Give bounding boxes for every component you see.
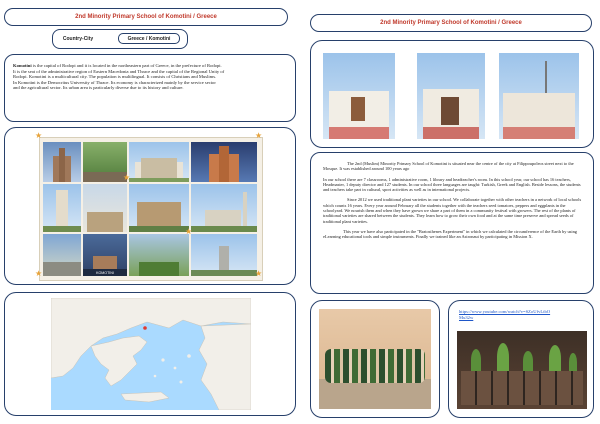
school-paragraph-4: This year we have also participated in the "Bratosthenes Experiment" in which we calculated the circumference of the Earth by using eLearning educational tools and simple instruments. Finally we trained like an Astronaut by participating in Mission X.	[323, 228, 578, 240]
country-city-label: Country-City	[56, 33, 100, 44]
collage-photo-trees	[83, 142, 127, 182]
collage-photo-church	[43, 142, 81, 182]
school-photo-right	[499, 53, 579, 139]
collage-photo-city-label	[83, 234, 127, 276]
school-photo-left	[323, 53, 395, 139]
intro-text-box	[4, 54, 296, 122]
youtube-link[interactable]	[459, 309, 550, 320]
collage-photo-street	[43, 234, 81, 276]
intro-line: Rodopi. Komotini is a multicultural city. The population is multilingual. It consists of Christians and Muslims.	[13, 74, 217, 80]
collage-photo-park	[129, 234, 189, 276]
school-paragraph-3: Since 2012 we used traditional plant varieties in our school. We collaborate together with other teachers in a network of local schools which counts 16 years. Every year around February all the students together with the teachers seed tomatoes, peppers and eggplants in the schoolyard. We nourish them and when they have grown we share a part of them in a community festival with growers. The rest of the plants of traditional varieties are shared between the students. They learn how to grow their own food and at the same time preserve and spread seeds of traditional plant varieties.	[323, 197, 582, 224]
star-decoration-icon: ★	[185, 227, 193, 236]
school-paragraph-2: In our school there are 7 classrooms, 1 administrative room, 1 library and headteacher's room. In this school year, our school has 16 teachers, Headmaster, 1 deputy director and 127 students. In our school three languages are taught: Turkish, Greek and English. Beside lessons, the students and teachers take part in cultural, sport activities as well as in international projects.	[323, 176, 581, 193]
city-collage-box	[4, 127, 296, 285]
greece-map	[51, 298, 251, 410]
star-decoration-icon: ★	[255, 131, 263, 140]
collage-caption: KOMOTINI	[83, 269, 127, 276]
country-city-value: Greece / Komotini	[118, 33, 180, 44]
collage-photo-building	[129, 184, 189, 232]
intro-line: It is the seat of the administrative region of Eastern Macedonia and Thrace and the capital of the Regional Unity of	[13, 68, 225, 74]
collage-photo-tower	[191, 142, 257, 182]
intro-line: is the capital of Rodopi and it is located in the northeastern part of Greece, in the prefecture of Rodopi.	[31, 63, 222, 68]
youtube-link-text: https://www.youtube.com/watch?v=SZoUfvLtbO	[459, 309, 551, 314]
intro-line: In Komotini is the Democritus University of Thrace. Its economy is characterized mainly by the service sector	[13, 79, 216, 85]
video-link-box	[448, 300, 594, 418]
intro-lead: Komotini	[13, 63, 32, 68]
collage-photo-monument	[191, 234, 257, 276]
star-decoration-icon: ★	[35, 131, 43, 140]
collage-photo-museum	[129, 142, 189, 182]
school-photos-box	[310, 40, 594, 148]
school-description-box	[310, 152, 594, 294]
map-box	[4, 292, 296, 416]
students-photo	[319, 309, 431, 409]
right-header-title: 2nd Minority Primary School of Komotini / Greece	[380, 20, 522, 26]
collage-photo-clocktower	[43, 184, 81, 232]
right-header-title-box	[310, 14, 592, 32]
star-decoration-icon: ★	[123, 173, 131, 182]
star-decoration-icon: ★	[255, 269, 263, 278]
left-header-title-box	[4, 8, 288, 26]
students-photo-box	[310, 300, 440, 418]
star-decoration-icon: ★	[35, 269, 43, 278]
school-paragraph-1: The 2nd (Muslim) Minority Primary School of Komotini is situated near the centre of the city at Filippoupoleos street next to the Mosque. It was established around 100 years ago	[323, 161, 574, 172]
plants-photo	[457, 331, 587, 409]
left-header-title: 2nd Minority Primary School of Komotini / Greece	[75, 14, 217, 20]
intro-line: and the agricultural sector. Its urban area is particularly diverse due to its history and culture.	[13, 85, 184, 91]
collage-photo-mosque	[191, 184, 257, 232]
collage-photo-square	[83, 184, 127, 232]
youtube-link-text-2: Mu32w	[459, 315, 474, 320]
school-photo-center	[417, 53, 485, 139]
